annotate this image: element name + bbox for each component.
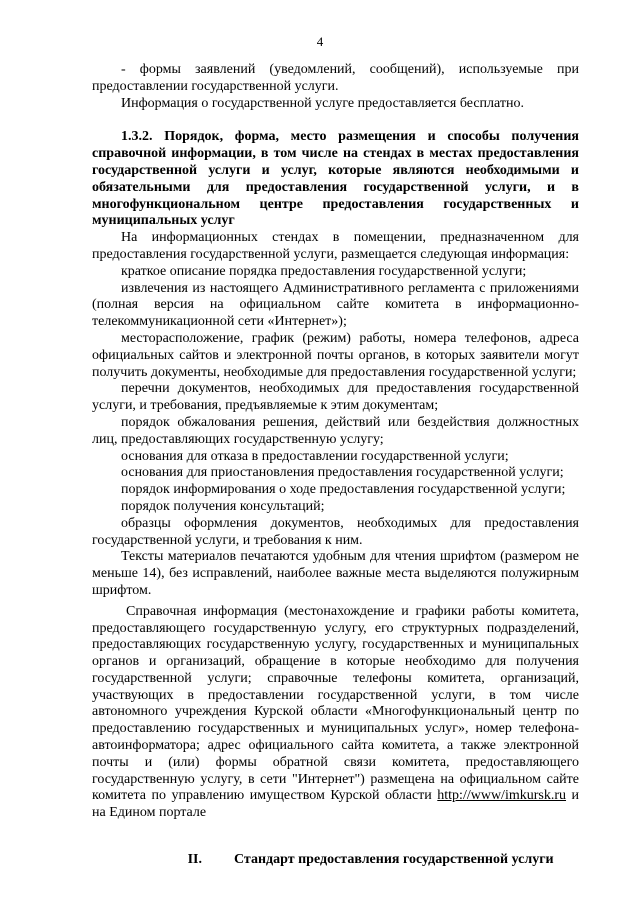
paragraph-info-stands: На информационных стендах в помещении, предназначенном для предоставления государственной услуги, размещается следующая информация: <box>92 230 579 262</box>
list-item-locations-schedule: месторасположение, график (режим) работы, номера телефонов, адреса официальных сайтов и электронной почты органов, в которых заявители могут получить документы, необходимые для предоставления государственной услуги; <box>92 330 579 380</box>
paragraph-reference-information <box>92 604 579 822</box>
document-body <box>92 62 579 869</box>
paragraph-free-of-charge: Информация о государственной услуге предоставляется бесплатно. <box>121 95 524 111</box>
list-item-consultations: порядок получения консультаций; <box>121 498 325 514</box>
section-number: II. <box>187 852 202 868</box>
list-item-refusal-grounds: основания для отказа в предоставлении государственной услуги; <box>121 448 509 464</box>
section-heading <box>92 852 579 869</box>
subsection-heading-1-3-2: 1.3.2. Порядок, форма, место размещения и способы получения справочной информации, в том числе на стендах в местах предоставления государственной услуги и услуг, которые являются необходимыми и обязательными для предоставления государственной услуги, и в многофункциональном центре предоставления государственных и муниципальных услуг <box>92 129 579 229</box>
paragraph-forms-list-item: - формы заявлений (уведомлений, сообщений), используемые при предоставлении государственной услуги. <box>92 62 579 94</box>
section-title: Стандарт предоставления государственной услуги <box>234 852 554 868</box>
list-item-short-description: краткое описание порядка предоставления государственной услуги; <box>121 263 527 279</box>
reference-text: Справочная информация (местонахождение и графики работы комитета, предоставляющего государственную услугу, его структурных подразделений, предоставляющих государственную услугу, государственных и муниципальных органов и организаций, обращение в которые необходимо для получения государственной услуги; справочные телефоны комитета, организаций, участвующих в предоставлении государственной услуги, в том числе автономного учреждения Курской области «Многофункциональный центр по предоставлению государственных и муниципальных услуг», номер телефона-автоинформатора; адрес официального сайта комитета, а также электронной почты и (или) формы обратной связи комитета, предоставляющего государственную услугу, в сети "Интернет") размещена на официальном сайте комитета по управлению имуществом Курской области <box>92 603 579 804</box>
imkursk-site-link[interactable]: http://www/imkursk.ru <box>437 788 567 804</box>
list-item-documents-list: перечни документов, необходимых для предоставления государственной услуги, и требования, предъявляемые к этим документам; <box>92 381 579 414</box>
reference-text-tail: и на Едином портале <box>92 788 580 821</box>
list-item-document-samples: образцы оформления документов, необходимых для предоставления государственной услуги, и требования к ним. <box>92 515 579 548</box>
paragraph-font-requirements: Тексты материалов печатаются удобным для чтения шрифтом (размером не меньше 14), без исправлений, наиболее важные места выделяются полужирным шрифтом. <box>92 549 579 598</box>
list-item-regulation-extracts: извлечения из настоящего Административного регламента с приложениями (полная версия на официальном сайте комитета в информационно-телекоммуникационной сети «Интернет»); <box>92 280 579 330</box>
list-item-progress-info: порядок информирования о ходе предоставления государственной услуги; <box>121 482 566 498</box>
page-number: 4 <box>316 34 324 49</box>
list-item-suspension-grounds: основания для приостановления предоставления государственной услуги; <box>121 465 564 481</box>
list-item-appeal-procedure: порядок обжалования решения, действий или бездействия должностных лиц, предоставляющих государственную услугу; <box>92 414 579 447</box>
